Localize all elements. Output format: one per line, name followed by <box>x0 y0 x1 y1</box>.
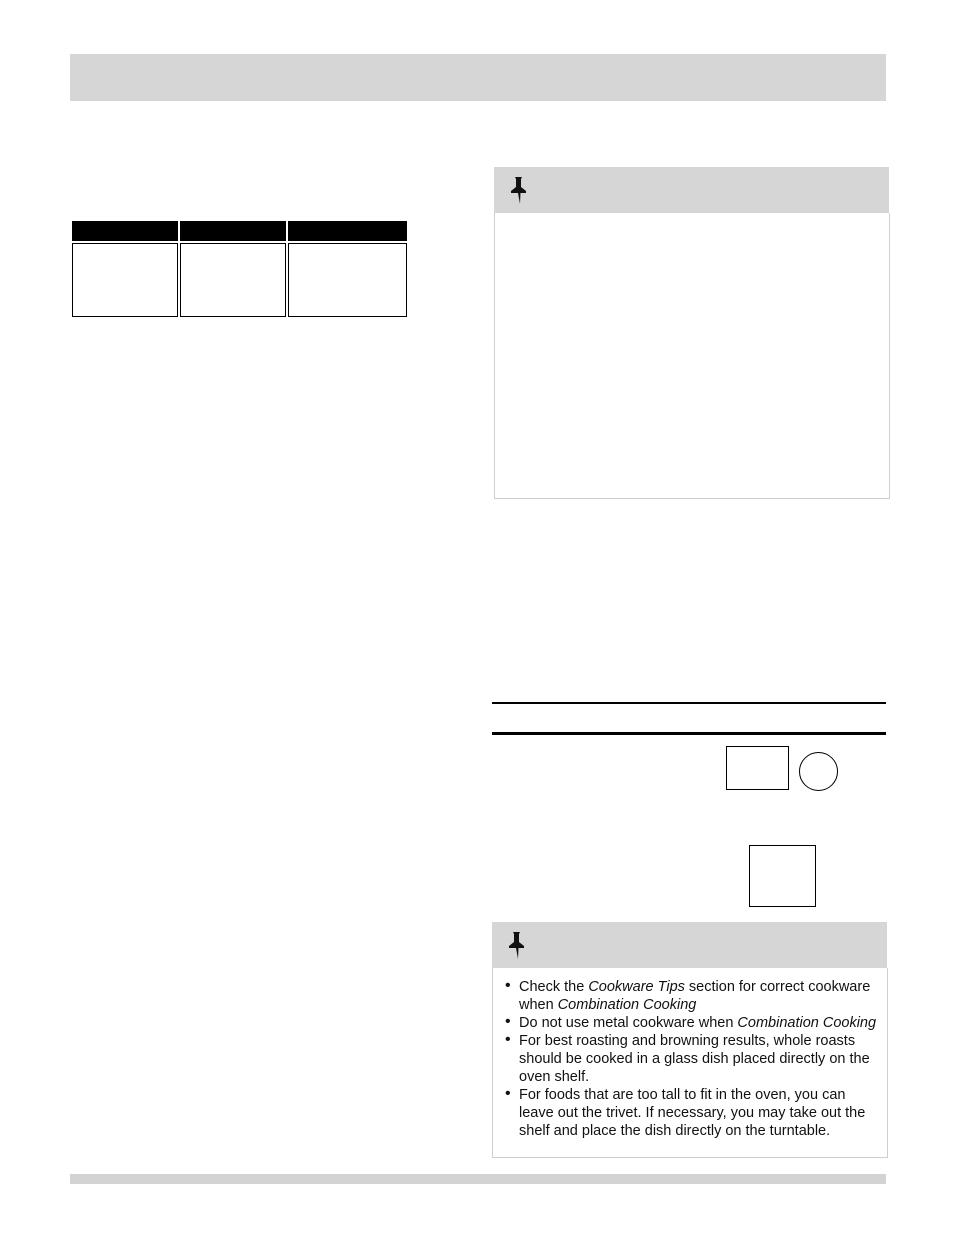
tip-text: For best roasting and browning results, whole roasts should be cooked in a glass dish placed directly on the oven shelf. <box>519 1033 870 1085</box>
section-rule-bottom <box>492 732 886 735</box>
table-column <box>72 221 178 317</box>
tip-item <box>503 1086 883 1140</box>
button-square-icon <box>726 746 789 790</box>
cooking-tips-list <box>503 978 883 1140</box>
tip-item <box>503 978 883 1014</box>
pushpin-icon <box>508 175 532 205</box>
tip-text: Combination Cooking <box>737 1015 877 1031</box>
info-table <box>72 221 407 317</box>
table-header-cell <box>72 221 178 241</box>
button-square-icon <box>749 845 816 907</box>
table-column <box>180 221 286 317</box>
tip-item <box>503 1014 883 1032</box>
header-bar <box>70 54 886 101</box>
note-header <box>494 167 889 213</box>
table-column <box>288 221 407 317</box>
note-body <box>492 968 888 1158</box>
note-header <box>492 922 887 968</box>
table-cell <box>288 243 407 317</box>
tip-text: Combination Cooking <box>557 997 697 1013</box>
table-cell <box>180 243 286 317</box>
footer-bar <box>70 1174 886 1184</box>
tip-text: Check the <box>519 979 589 995</box>
tip-text: For foods that are too tall to fit in the oven, you can leave out the trivet. If necessary, you may take out the shelf and place the dish directly on the turntable. <box>519 1087 866 1139</box>
table-header-cell <box>288 221 407 241</box>
tip-text: Do not use metal cookware when <box>519 1015 738 1031</box>
tip-text: Cookware Tips <box>588 979 685 995</box>
pushpin-icon <box>506 930 530 960</box>
table-header-cell <box>180 221 286 241</box>
note-body <box>494 213 890 499</box>
section-rule-top <box>492 702 886 704</box>
button-circle-icon <box>799 752 838 791</box>
tip-text: section for correct cookware when <box>519 979 871 1013</box>
tip-item <box>503 1032 883 1086</box>
table-cell <box>72 243 178 317</box>
